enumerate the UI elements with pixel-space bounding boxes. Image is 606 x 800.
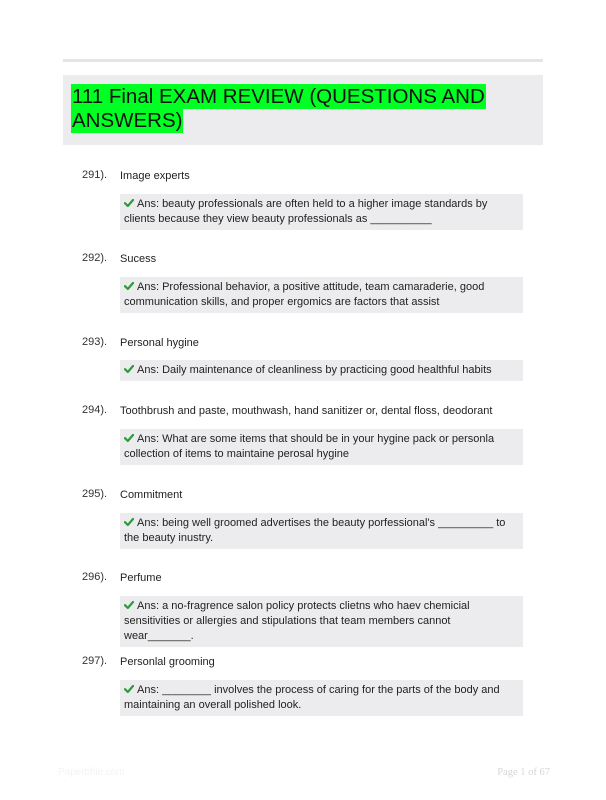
answer-text: Ans: Professional behavior, a positive attitude, team camaraderie, good communication skills, and proper ergomics are factors that assist xyxy=(124,281,485,308)
answer-text: Ans: being well groomed advertises the beauty porfessional's _________ to the beauty inustry. xyxy=(124,517,506,544)
top-divider xyxy=(63,59,543,62)
answer-box xyxy=(120,277,523,313)
answer-box xyxy=(120,596,523,647)
page-title xyxy=(71,85,511,133)
check-icon xyxy=(124,600,134,610)
check-icon xyxy=(124,281,134,291)
answer-text: Ans: a no-fragrence salon policy protects clietns who haev chemicial sensitivities or allergies and stipulations that team members cannot wear_______. xyxy=(124,600,470,642)
answer-box xyxy=(120,429,523,465)
answer-text: Ans: What are some items that should be in your hygine pack or personla collection of items to maintaine perosal hygine xyxy=(124,433,495,460)
question-number: 295). xyxy=(82,488,108,500)
page-title-text: 111 Final EXAM REVIEW (QUESTIONS AND ANSWERS) xyxy=(72,85,485,132)
check-icon xyxy=(124,684,134,694)
question-text: Commitment xyxy=(120,489,183,501)
title-panel xyxy=(63,75,543,145)
answer-box xyxy=(120,194,523,230)
question-text: Personal hygine xyxy=(120,337,199,349)
check-icon xyxy=(124,517,134,527)
answer-box xyxy=(120,680,523,716)
question-text: Sucess xyxy=(120,253,157,265)
question-text: Perfume xyxy=(120,572,162,584)
question-number: 291). xyxy=(82,169,108,181)
answer-box xyxy=(120,360,523,381)
answer-text: Ans: Daily maintenance of cleanliness by practicing good healthful habits xyxy=(137,364,492,376)
answer-text: Ans: beauty professionals are often held to a higher image standards by clients because they view beauty professionals as __________ xyxy=(124,198,488,225)
answer-text: Ans: ________ involves the process of caring for the parts of the body and maintaining an overall polished look. xyxy=(124,684,500,711)
check-icon xyxy=(124,433,134,443)
question-number: 292). xyxy=(82,252,108,264)
check-icon xyxy=(124,198,134,208)
question-text: Personlal grooming xyxy=(120,656,215,668)
question-number: 296). xyxy=(82,571,108,583)
question-text: Image experts xyxy=(120,170,190,182)
question-number: 294). xyxy=(82,404,108,416)
question-text: Toothbrush and paste, mouthwash, hand sanitizer or, dental floss, deodorant xyxy=(120,405,493,417)
page-number: Page 1 of 67 xyxy=(497,767,550,778)
answer-box xyxy=(120,513,523,549)
footer-site-watermark: Paperbfile.com xyxy=(58,767,125,778)
check-icon xyxy=(124,364,134,374)
question-number: 297). xyxy=(82,655,108,667)
question-number: 293). xyxy=(82,336,108,348)
